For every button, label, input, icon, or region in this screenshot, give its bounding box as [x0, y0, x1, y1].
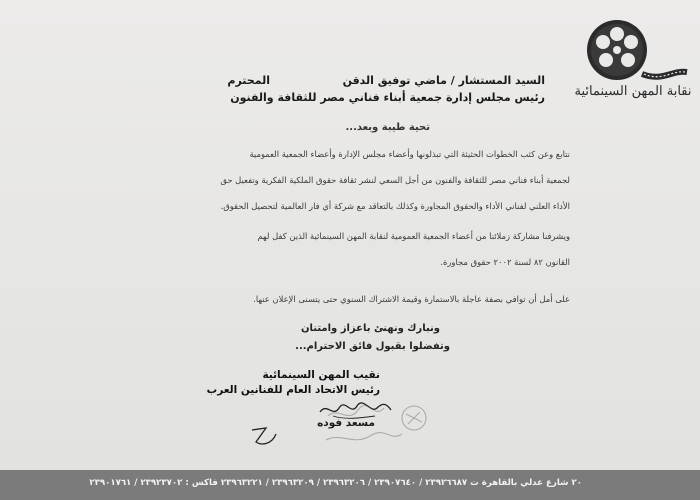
footer-bar — [0, 470, 700, 500]
paragraph-line: نتابع وعن كثب الخطوات الحثيثة التي تبذلونها وأعضاء مجلس الإدارة وأعضاء الجمعية العمومية — [249, 149, 570, 159]
paragraph-1 — [130, 141, 570, 219]
paragraph-3 — [130, 286, 570, 312]
paragraph-line: ويشرفنا مشاركة زملائنا من أعضاء الجمعية العمومية لنقابة المهن السينمائية الذين كفل لهم — [257, 231, 570, 241]
paragraph-line: لجمعية أبناء فناني مصر للثقافة والفنون من أجل السعي لنشر ثقافة حقوق الملكية الفكرية وتفعيل حق — [220, 175, 570, 185]
logo-text: نقابة المهن السينمائية — [574, 84, 692, 99]
paragraph-line: القانون ٨٢ لسنة ٢٠٠٢ حقوق مجاورة. — [440, 257, 570, 267]
paragraph-line: على أمل أن توافي بصفة عاجلة بالاستمارة وقيمة الاشتراك السنوي حتى يتسنى الإعلان عنها. — [253, 294, 570, 304]
addressee-role: رئيس مجلس إدارة جمعية أبناء فناني مصر للثقافة والفنون — [230, 91, 545, 104]
footer-address: ٢٠ شارع عدلي بالقاهرة ت ٢٣٩٢٦٦٨٧ / ٢٣٩٠٧٦٤٠ / ٢٣٩٦٣٢٠٦ / ٢٣٩٦٣٢٠٩ / ٢٣٩٦٣٢٢١ فاكس : ٢٣٩٢٣٧٠٢ / ٢٣٩٠١٧٦١ — [89, 478, 582, 488]
closing-line-2: وتفضلوا بقبول فائق الاحترام... — [295, 341, 450, 352]
signatory-name: مسعد فوده — [317, 417, 375, 429]
signature-title-1: نقيب المهن السينمائية — [262, 369, 380, 381]
addressee-honorific: المحترم — [227, 74, 270, 87]
paragraph-2 — [130, 223, 570, 275]
closing-line-1: ونبارك ونهنئ باعزاز وامتنان — [300, 323, 440, 334]
initials-mark — [244, 420, 284, 454]
paragraph-line: الأداء العلني لفناني الأداء والحقوق المجاورة وكذلك بالتعاقد مع شركة أي فار العالمية لتحصيل الحقوق. — [220, 201, 570, 211]
greeting: تحية طيبة وبعد... — [345, 122, 430, 133]
official-stamp — [318, 396, 438, 454]
signature-title-2: رئيس الاتحاد العام للفنانين العرب — [206, 384, 380, 396]
addressee-name: السيد المستشار / ماضي توفيق الدقن — [342, 74, 545, 87]
